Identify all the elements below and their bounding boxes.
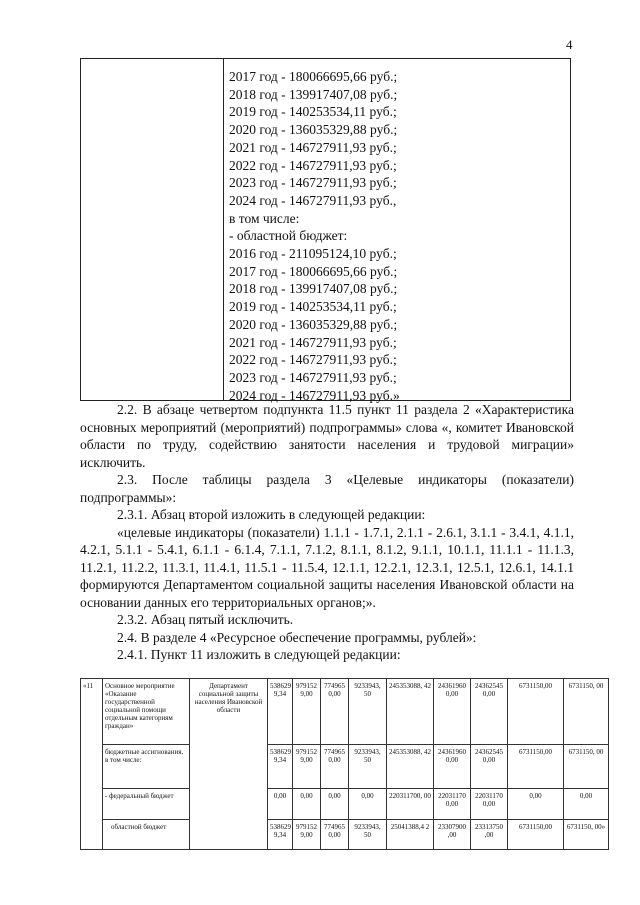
row-label-cell: бюджетные ассигнования, в том числе:	[103, 745, 190, 789]
budget-line: 2019 год - 140253534,11 руб.;	[229, 299, 397, 315]
value-cell: 0,00	[508, 789, 564, 820]
value-cell: 538629 9,34	[268, 679, 293, 745]
budget-line: 2021 год - 146727911,93 руб.;	[229, 139, 397, 155]
value-cell: 24361960 0,00	[434, 679, 471, 745]
value-cell: 245353088, 42	[387, 745, 434, 789]
table-column-divider	[223, 59, 224, 400]
value-cell: 6731150, 00»	[564, 820, 609, 850]
budget-line: 2018 год - 139917407,08 руб.;	[229, 281, 398, 297]
paragraph-2-2: 2.2. В абзаце четвертом подпункта 11.5 пункт 11 раздела 2 «Характеристика основных мероприятий (мероприятий) подпрограммы» слова «, комитет Ивановской области по труду, содействию занятости населения и трудовой миграции» исключить.	[80, 402, 574, 470]
value-cell: 774965 0,00	[321, 745, 349, 789]
value-cell: 979152 9,00	[293, 679, 321, 745]
table-row	[81, 789, 609, 820]
budget-line: - областной бюджет:	[229, 228, 348, 244]
value-cell: 538629 9,34	[268, 745, 293, 789]
row-label-cell: Основное мероприятие «Оказание государственной социальной помощи отдельным категориям граждан»	[103, 679, 190, 745]
row-label-cell: - федеральный бюджет	[103, 789, 190, 820]
value-cell: 979152 9,00	[293, 820, 321, 850]
paragraph-2-4-1: 2.4.1. Пункт 11 изложить в следующей редакции:	[117, 647, 401, 662]
table-row	[81, 820, 609, 850]
value-cell: 979152 9,00	[293, 745, 321, 789]
row-label-cell: областной бюджет	[103, 820, 190, 850]
budget-summary-table	[80, 58, 571, 401]
value-cell: 6731150,00	[508, 820, 564, 850]
value-cell: 22031170 0,00	[471, 789, 508, 820]
value-cell: 6731150, 00	[564, 679, 609, 745]
budget-line: 2017 год - 180066695,66 руб.;	[229, 69, 398, 84]
page-number: 4	[566, 37, 573, 52]
value-cell: 9233943, 50	[349, 820, 387, 850]
value-cell: 24361960 0,00	[434, 745, 471, 789]
budget-line: 2020 год - 136035329,88 руб.;	[229, 122, 398, 138]
value-cell: 538629 9,34	[268, 820, 293, 850]
paragraph-2-3-2: 2.3.2. Абзац пятый исключить.	[117, 612, 294, 627]
row-number-cell	[81, 789, 103, 820]
value-cell: 25041388,4 2	[387, 820, 434, 850]
value-cell: 245353088, 42	[387, 679, 434, 745]
budget-line: 2023 год - 146727911,93 руб.;	[229, 369, 397, 385]
budget-line: 2024 год - 146727911,93 руб.»	[229, 387, 400, 403]
budget-line: 2018 год - 139917407,08 руб.;	[229, 86, 398, 102]
executor-cell	[190, 745, 268, 789]
budget-line: 2016 год - 211095124,10 руб.;	[229, 246, 397, 262]
budget-lines	[229, 68, 400, 404]
value-cell: 0,00	[349, 789, 387, 820]
value-cell: 9233943, 50	[349, 679, 387, 745]
row-number-cell	[81, 820, 103, 850]
value-cell: 220311700, 00	[387, 789, 434, 820]
executor-cell	[190, 820, 268, 850]
budget-line: 2021 год - 146727911,93 руб.;	[229, 334, 397, 350]
value-cell: 0,00	[268, 789, 293, 820]
value-cell: 22031170 0,00	[434, 789, 471, 820]
value-cell: 774965 0,00	[321, 679, 349, 745]
budget-line: 2020 год - 136035329,88 руб.;	[229, 316, 398, 332]
paragraph-2-3-1: 2.3.1. Абзац второй изложить в следующей редакции:	[117, 507, 426, 522]
executor-cell: Департамент социальной защиты населения Ивановской области	[190, 679, 268, 745]
value-cell: 6731150, 00	[564, 745, 609, 789]
value-cell: 774965 0,00	[321, 820, 349, 850]
value-cell: 0,00	[321, 789, 349, 820]
row-number-cell	[81, 745, 103, 789]
table-row	[81, 745, 609, 789]
value-cell: 9233943, 50	[349, 745, 387, 789]
budget-line: 2022 год - 146727911,93 руб.;	[229, 157, 397, 173]
value-cell: 24362545 0,00	[471, 679, 508, 745]
budget-line: 2022 год - 146727911,93 руб.;	[229, 352, 397, 368]
value-cell: 6731150,00	[508, 745, 564, 789]
value-cell: 23307900 ,00	[434, 820, 471, 850]
value-cell: 0,00	[564, 789, 609, 820]
executor-cell	[190, 789, 268, 820]
budget-line: 2017 год - 180066695,66 руб.;	[229, 263, 398, 279]
value-cell: 6731150,00	[508, 679, 564, 745]
value-cell: 0,00	[293, 789, 321, 820]
paragraph-indicators: «целевые индикаторы (показатели) 1.1.1 - 1.7.1, 2.1.1 - 2.6.1, 3.1.1 - 3.4.1, 4.1.1, 4.2.1, 5.1.1 - 5.4.1, 6.1.1 - 6.1.4, 7.1.1, 7.1.2, 8.1.1, 8.1.2, 9.1.1, 10.1.1, 11.1.1 - 11.1.3, 11.2.1, 11.2.2, 11.3.1, 11.4.1, 11.5.1 - 11.5.4, 12.1.1, 12.2.1, 12.3.1, 12.5.1, 12.6.1, 14.1.1 формируются Департаментом социальной защиты населения Ивановской области на основании данных его территориальных органов;».	[80, 524, 574, 610]
budget-line: 2019 год - 140253534,11 руб.;	[229, 104, 397, 120]
table-row	[81, 679, 609, 745]
budget-line: 2023 год - 146727911,93 руб.;	[229, 175, 397, 191]
budget-line: в том числе:	[229, 210, 300, 226]
resource-table	[80, 678, 609, 850]
value-cell: 24362545 0,00	[471, 745, 508, 789]
row-number-cell: «11	[81, 679, 103, 745]
value-cell: 23313750 ,00	[471, 820, 508, 850]
paragraph-2-4: 2.4. В разделе 4 «Ресурсное обеспечение программы, рублей»:	[117, 629, 477, 645]
document-body	[80, 401, 574, 664]
paragraph-2-3: 2.3. После таблицы раздела 3 «Целевые индикаторы (показатели) подпрограммы»:	[80, 472, 574, 505]
budget-line: 2024 год - 146727911,93 руб.,	[229, 192, 397, 208]
